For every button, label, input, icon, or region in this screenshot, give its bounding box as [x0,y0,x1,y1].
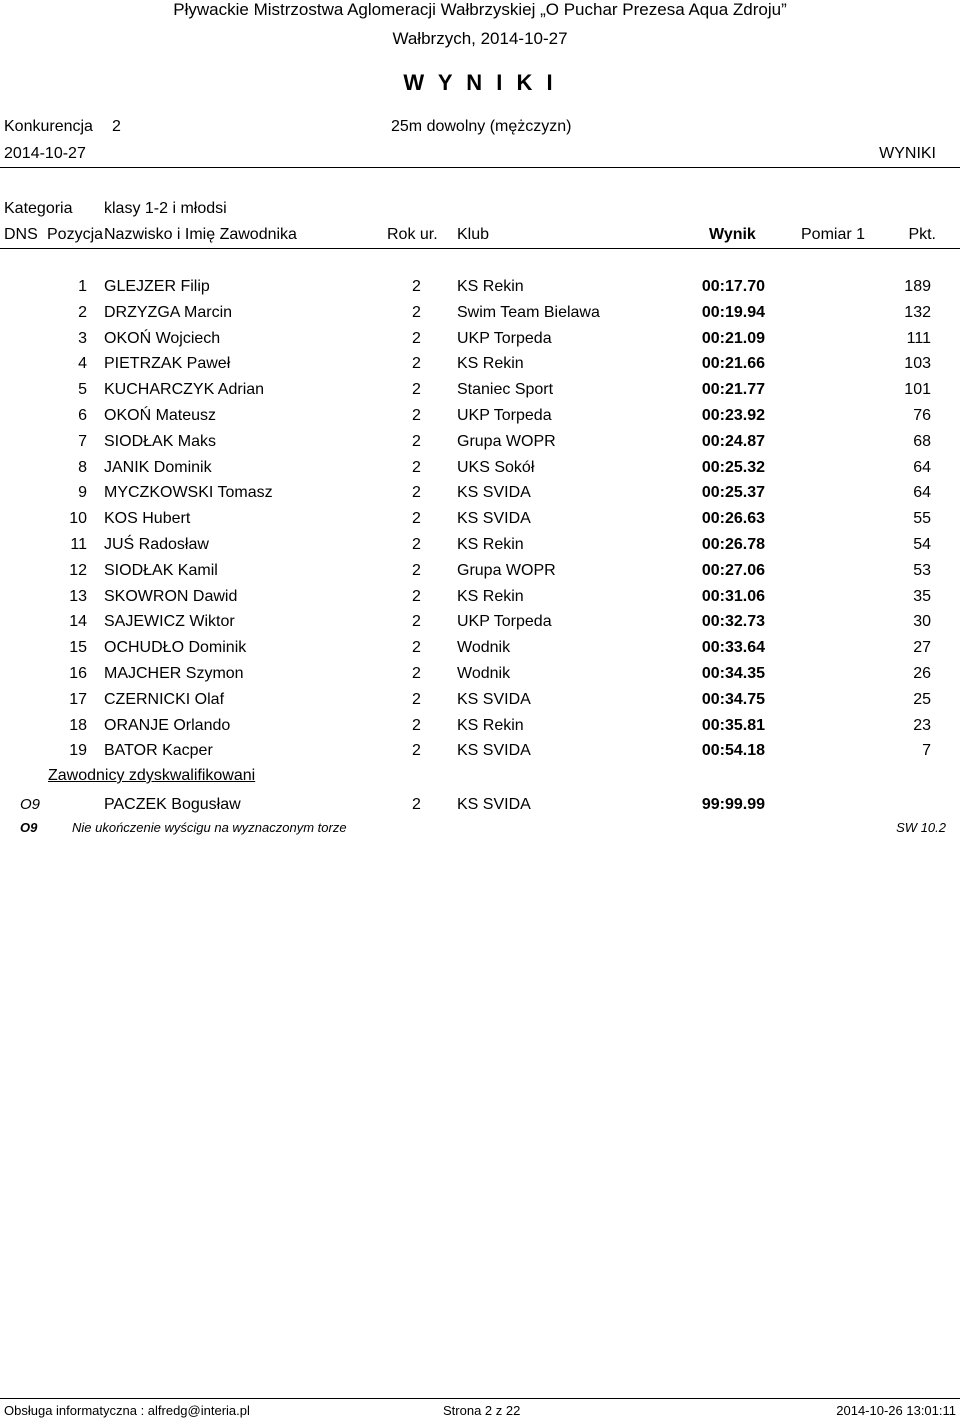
footer-service: Obsługa informatyczna : alfredg@interia.pl [4,1403,250,1418]
result-points: 111 [906,330,931,347]
result-time: 00:26.63 [701,510,765,527]
competition-description: 25m dowolny (mężczyzn) [391,118,572,135]
col-club: Klub [457,226,490,243]
result-time: 00:34.35 [701,665,765,682]
result-position: 15 [69,639,87,656]
category-value: klasy 1-2 i młodsi [104,200,227,217]
result-club: KS Rekin [457,355,524,372]
result-year: 2 [412,330,421,347]
result-year: 2 [412,484,421,501]
col-position: Pozycja [47,226,104,243]
result-year: 2 [412,742,421,759]
result-time: 00:23.92 [701,407,765,424]
table-row [0,691,960,717]
col-name: Nazwisko i Imię Zawodnika [104,226,297,243]
header-divider [0,167,960,168]
result-club: Wodnik [457,665,511,682]
result-time: 00:26.78 [701,536,765,553]
table-row [0,717,960,743]
result-club: KS Rekin [457,536,524,553]
result-position: 8 [78,459,87,476]
result-points: 64 [913,459,931,476]
result-time: 00:27.06 [701,562,765,579]
dq-athlete-year: 2 [412,796,421,813]
result-points: 103 [904,355,931,372]
disqualified-heading: Zawodnicy zdyskwalifikowani [48,767,256,784]
result-time: 00:19.94 [701,304,765,321]
result-position: 2 [78,304,87,321]
result-points: 27 [913,639,931,656]
dq-note-code: O9 [20,820,38,835]
result-name: KUCHARCZYK Adrian [104,381,265,398]
result-position: 13 [69,588,87,605]
result-position: 14 [69,613,87,630]
category-label: Kategoria [4,200,73,217]
result-name: PIETRZAK Paweł [104,355,231,372]
result-name: GLEJZER Filip [104,278,210,295]
result-name: BATOR Kacper [104,742,213,759]
result-position: 4 [78,355,87,372]
table-row [0,536,960,562]
dq-athlete-result: 99:99.99 [701,796,765,813]
table-row [0,459,960,485]
result-year: 2 [412,459,421,476]
result-time: 00:31.06 [701,588,765,605]
result-name: CZERNICKI Olaf [104,691,225,708]
result-name: DRZYZGA Marcin [104,304,233,321]
result-club: Staniec Sport [457,381,554,398]
table-row [0,304,960,330]
result-club: KS Rekin [457,588,524,605]
table-row [0,407,960,433]
result-position: 5 [78,381,87,398]
table-row [0,665,960,691]
result-time: 00:17.70 [701,278,765,295]
result-name: OCHUDŁO Dominik [104,639,247,656]
result-name: JANIK Dominik [104,459,212,476]
result-time: 00:21.77 [701,381,765,398]
result-club: UKS Sokół [457,459,535,476]
result-club: Grupa WOPR [457,562,556,579]
result-year: 2 [412,433,421,450]
result-points: 26 [913,665,931,682]
competition-label: Konkurencja [4,118,93,135]
result-year: 2 [412,381,421,398]
col-year: Rok ur. [387,226,438,243]
result-name: OKOŃ Wojciech [104,330,221,347]
result-year: 2 [412,536,421,553]
competition-date: 2014-10-27 [4,145,86,162]
result-points: 189 [904,278,931,295]
result-name: SAJEWICZ Wiktor [104,613,235,630]
result-points: 53 [913,562,931,579]
table-row [0,433,960,459]
result-club: UKP Torpeda [457,407,552,424]
result-position: 16 [69,665,87,682]
result-position: 19 [69,742,87,759]
result-year: 2 [412,278,421,295]
result-points: 35 [913,588,931,605]
result-position: 11 [70,536,87,553]
result-club: KS Rekin [457,278,524,295]
col-dns: DNS [4,226,38,243]
table-row [0,484,960,510]
document-type: WYNIKI [879,145,936,162]
result-club: KS SVIDA [457,510,531,527]
event-title: Pływackie Mistrzostwa Aglomeracji Wałbrzyskiej „O Puchar Prezesa Aqua Zdroju” [173,0,787,19]
result-time: 00:24.87 [701,433,765,450]
result-name: OKOŃ Mateusz [104,407,217,424]
result-time: 00:21.66 [701,355,765,372]
footer-printed: 2014-10-26 13:01:11 [836,1403,956,1418]
result-points: 101 [904,381,931,398]
result-year: 2 [412,691,421,708]
columns-divider [0,248,960,249]
result-time: 00:35.81 [701,717,765,734]
col-points: Pkt. [908,226,936,243]
table-row [0,588,960,614]
result-points: 68 [913,433,931,450]
result-points: 23 [913,717,931,734]
result-name: SIODŁAK Maks [104,433,217,450]
result-name: MYCZKOWSKI Tomasz [104,484,273,501]
result-year: 2 [412,665,421,682]
result-time: 00:33.64 [701,639,765,656]
result-time: 00:32.73 [701,613,765,630]
result-name: SIODŁAK Kamil [104,562,218,579]
result-points: 132 [904,304,931,321]
result-time: 00:25.32 [701,459,765,476]
footer-divider [0,1398,960,1399]
result-points: 7 [922,742,931,759]
result-points: 30 [913,613,931,630]
result-club: KS Rekin [457,717,524,734]
table-row [0,613,960,639]
result-club: Swim Team Bielawa [457,304,600,321]
col-split: Pomiar 1 [801,226,866,243]
result-position: 7 [78,433,87,450]
result-club: KS SVIDA [457,691,531,708]
result-points: 76 [913,407,931,424]
dq-athlete-name: PACZEK Bogusław [104,796,241,813]
result-points: 25 [913,691,931,708]
result-club: KS SVIDA [457,742,531,759]
result-points: 64 [913,484,931,501]
col-result: Wynik [709,226,756,243]
result-year: 2 [412,613,421,630]
table-row [0,355,960,381]
result-name: ORANJE Orlando [104,717,231,734]
result-position: 3 [78,330,87,347]
result-position: 12 [69,562,87,579]
dq-athlete-club: KS SVIDA [457,796,531,813]
table-row [0,510,960,536]
result-club: KS SVIDA [457,484,531,501]
result-position: 6 [78,407,87,424]
result-time: 00:54.18 [701,742,765,759]
competition-number: 2 [112,118,121,135]
result-year: 2 [412,355,421,372]
result-position: 17 [69,691,87,708]
dq-athlete-code: O9 [20,796,41,813]
footer-page: Strona 2 z 22 [443,1403,521,1418]
result-time: 00:25.37 [701,484,765,501]
table-row [0,330,960,356]
table-row [0,639,960,665]
result-club: UKP Torpeda [457,613,552,630]
result-year: 2 [412,639,421,656]
result-name: SKOWRON Dawid [104,588,238,605]
dq-note-text: Nie ukończenie wyścigu na wyznaczonym torze [72,820,347,835]
result-year: 2 [412,717,421,734]
result-position: 10 [69,510,87,527]
result-year: 2 [412,304,421,321]
result-club: UKP Torpeda [457,330,552,347]
page-title: W Y N I K I [403,70,557,95]
result-points: 55 [913,510,931,527]
result-year: 2 [412,510,421,527]
table-row [0,381,960,407]
result-name: MAJCHER Szymon [104,665,244,682]
result-name: KOS Hubert [104,510,191,527]
event-place-date: Wałbrzych, 2014-10-27 [392,29,568,48]
table-row [0,742,960,768]
result-position: 9 [78,484,87,501]
result-year: 2 [412,588,421,605]
table-row [0,562,960,588]
result-position: 1 [78,278,87,295]
table-row [0,278,960,304]
result-year: 2 [412,407,421,424]
result-club: Grupa WOPR [457,433,556,450]
result-year: 2 [412,562,421,579]
dq-note-rule: SW 10.2 [896,820,946,835]
result-points: 54 [913,536,931,553]
result-time: 00:34.75 [701,691,765,708]
result-time: 00:21.09 [701,330,765,347]
result-name: JUŚ Radosław [104,536,209,553]
result-position: 18 [69,717,87,734]
result-club: Wodnik [457,639,511,656]
